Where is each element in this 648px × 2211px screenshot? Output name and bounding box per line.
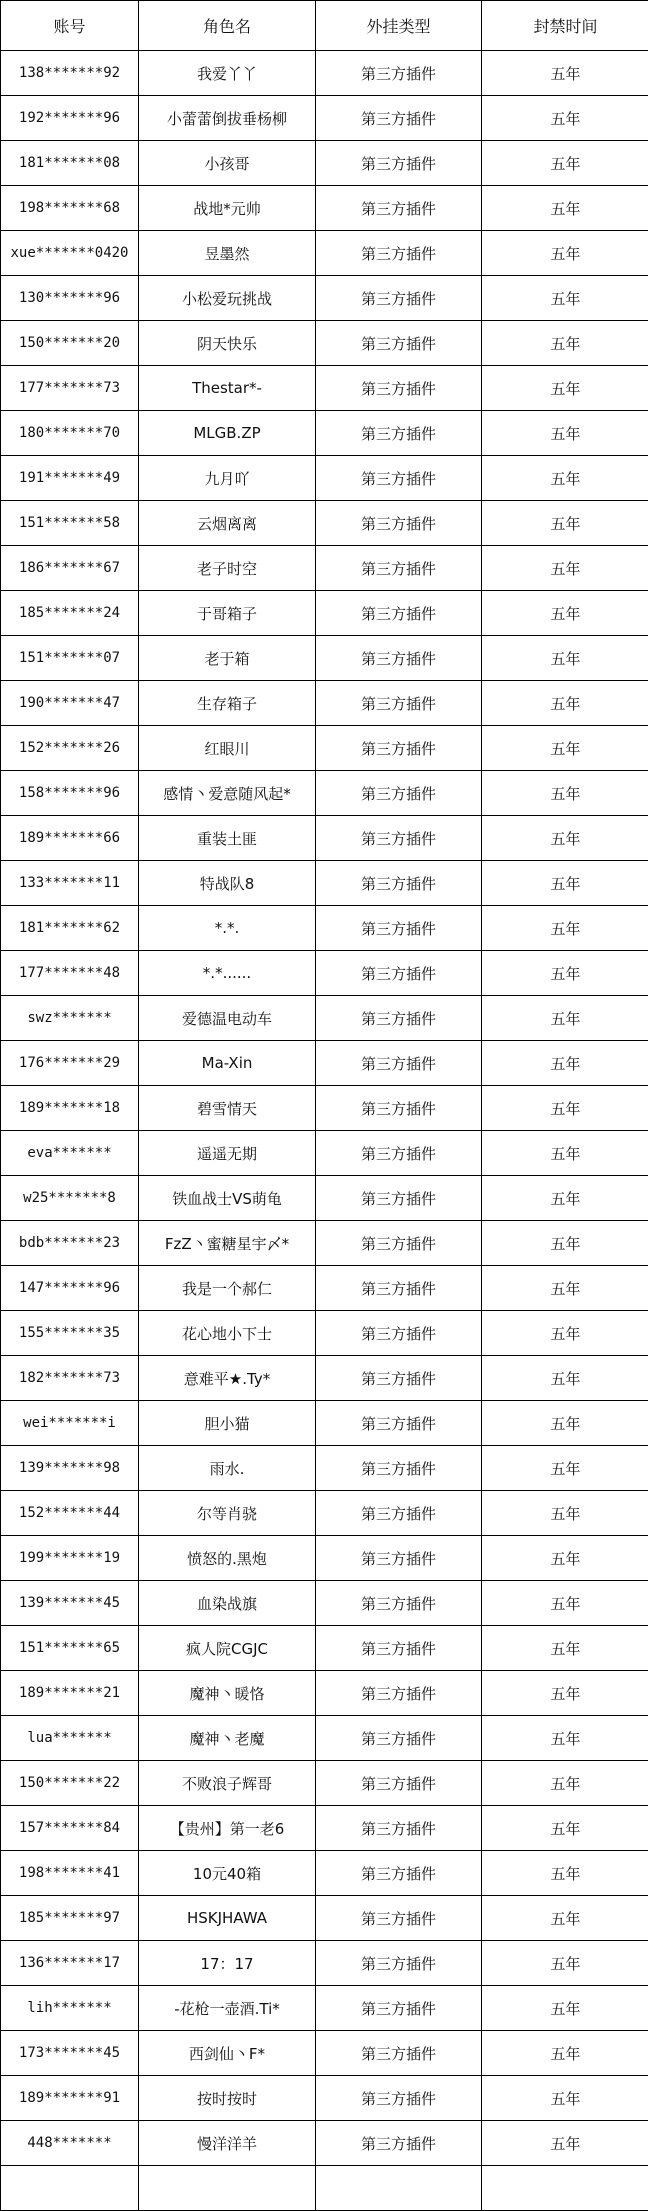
table-row [1,1266,648,1311]
account-cell: 177*******73 [1,366,139,411]
account-cell: 182*******73 [1,1356,139,1401]
account-cell: 199*******19 [1,1536,139,1581]
account-cell: bdb*******23 [1,1221,139,1266]
role-cell: 魔神丶暖恪 [139,1671,316,1716]
duration-cell: 五年 [482,636,648,681]
role-cell: 魔神丶老魔 [139,1716,316,1761]
duration-cell: 五年 [482,1266,648,1311]
duration-cell: 五年 [482,726,648,771]
type-cell: 第三方插件 [316,1266,482,1311]
role-cell: *.*. [139,906,316,951]
role-cell: 铁血战士VS萌龟 [139,1176,316,1221]
duration-cell: 五年 [482,996,648,1041]
duration-cell: 五年 [482,321,648,366]
account-cell: 189*******91 [1,2076,139,2121]
role-cell: 小松爱玩挑战 [139,276,316,321]
type-cell: 第三方插件 [316,2121,482,2166]
role-cell: 红眼川 [139,726,316,771]
account-cell: 448******* [1,2121,139,2166]
duration-cell: 五年 [482,2076,648,2121]
type-cell: 第三方插件 [316,1086,482,1131]
account-cell: 185*******97 [1,1896,139,1941]
role-cell: 阴天快乐 [139,321,316,366]
account-cell: 147*******96 [1,1266,139,1311]
role-cell: 西剑仙丶F* [139,2031,316,2076]
table-row [1,681,648,726]
duration-cell: 五年 [482,681,648,726]
table-row [1,951,648,996]
type-cell: 第三方插件 [316,906,482,951]
duration-cell: 五年 [482,1671,648,1716]
duration-cell: 五年 [482,1851,648,1896]
duration-cell: 五年 [482,1041,648,1086]
account-cell: 186*******67 [1,546,139,591]
account-cell: 151*******65 [1,1626,139,1671]
duration-cell: 五年 [482,1221,648,1266]
table-row [1,1626,648,1671]
table-row [1,501,648,546]
type-cell: 第三方插件 [316,2076,482,2121]
role-cell: 遥遥无期 [139,1131,316,1176]
role-cell: 特战队8 [139,861,316,906]
type-cell: 第三方插件 [316,1671,482,1716]
account-cell: 192*******96 [1,96,139,141]
header-row [1,1,648,51]
role-cell: 感情丶爱意随风起* [139,771,316,816]
table-row [1,2076,648,2121]
duration-cell: 五年 [482,1356,648,1401]
table-row [1,1851,648,1896]
duration-cell: 五年 [482,1446,648,1491]
type-cell: 第三方插件 [316,636,482,681]
duration-cell: 五年 [482,1626,648,1671]
role-cell: 小蕾蕾倒拔垂杨柳 [139,96,316,141]
table-row [1,366,648,411]
table-row [1,321,648,366]
type-cell: 第三方插件 [316,366,482,411]
header-cheat-type: 外挂类型 [316,1,482,51]
duration-cell: 五年 [482,1941,648,1986]
table-row [1,1356,648,1401]
role-cell: 重装土匪 [139,816,316,861]
account-cell: 151*******58 [1,501,139,546]
role-cell: FzZ丶蜜糖星宇〆* [139,1221,316,1266]
type-cell: 第三方插件 [316,231,482,276]
duration-cell: 五年 [482,276,648,321]
table-row [1,816,648,861]
role-cell: 17：17 [139,1941,316,1986]
role-cell: 于哥箱子 [139,591,316,636]
table-row [1,1536,648,1581]
duration-cell: 五年 [482,2031,648,2076]
type-cell: 第三方插件 [316,1401,482,1446]
type-cell: 第三方插件 [316,1896,482,1941]
account-cell: 180*******70 [1,411,139,456]
table-body [1,51,648,2211]
duration-cell: 五年 [482,906,648,951]
table-row [1,546,648,591]
duration-cell: 五年 [482,2121,648,2166]
table-row [1,1716,648,1761]
type-cell: 第三方插件 [316,51,482,96]
account-cell: 157*******84 [1,1806,139,1851]
account-cell: 158*******96 [1,771,139,816]
account-cell: swz******* [1,996,139,1041]
type-cell: 第三方插件 [316,501,482,546]
duration-cell: 五年 [482,1176,648,1221]
account-cell: 181*******08 [1,141,139,186]
type-cell: 第三方插件 [316,771,482,816]
table-row [1,141,648,186]
type-cell: 第三方插件 [316,681,482,726]
table-row [1,1671,648,1716]
type-cell: 第三方插件 [316,321,482,366]
role-cell: 老于箱 [139,636,316,681]
type-cell: 第三方插件 [316,2031,482,2076]
type-cell: 第三方插件 [316,1851,482,1896]
type-cell: 第三方插件 [316,816,482,861]
account-cell: 151*******07 [1,636,139,681]
table-row [1,861,648,906]
role-cell: *.*...... [139,951,316,996]
account-cell: 152*******44 [1,1491,139,1536]
table-row [1,456,648,501]
role-cell: 生存箱子 [139,681,316,726]
type-cell: 第三方插件 [316,1041,482,1086]
role-cell: 碧雪情天 [139,1086,316,1131]
duration-cell: 五年 [482,186,648,231]
role-cell: 愤怒的.黑炮 [139,1536,316,1581]
role-cell: 按时按时 [139,2076,316,2121]
duration-cell: 五年 [482,411,648,456]
role-cell: 意难平★.Ty* [139,1356,316,1401]
role-cell: 疯人院CGJC [139,1626,316,1671]
table-row [1,771,648,816]
type-cell: 第三方插件 [316,1446,482,1491]
role-cell: Thestar*- [139,366,316,411]
role-cell: 10元40箱 [139,1851,316,1896]
duration-cell: 五年 [482,366,648,411]
table-row [1,1221,648,1266]
table-row [1,1041,648,1086]
role-cell: 九月吖 [139,456,316,501]
account-cell: 189*******18 [1,1086,139,1131]
table-row [1,636,648,681]
account-cell: 152*******26 [1,726,139,771]
duration-cell: 五年 [482,231,648,276]
role-cell: HSKJHAWA [139,1896,316,1941]
duration-cell: 五年 [482,141,648,186]
type-cell: 第三方插件 [316,141,482,186]
type-cell: 第三方插件 [316,1986,482,2031]
duration-cell [482,2166,648,2211]
duration-cell: 五年 [482,816,648,861]
account-cell: 177*******48 [1,951,139,996]
table-row [1,1941,648,1986]
duration-cell: 五年 [482,1986,648,2031]
table-row [1,276,648,321]
type-cell: 第三方插件 [316,861,482,906]
duration-cell: 五年 [482,1806,648,1851]
duration-cell: 五年 [482,861,648,906]
table-row [1,411,648,456]
role-cell: 胆小猫 [139,1401,316,1446]
table-row [1,2121,648,2166]
role-cell: 昱墨然 [139,231,316,276]
type-cell: 第三方插件 [316,1311,482,1356]
account-cell: 176*******29 [1,1041,139,1086]
table-row [1,2031,648,2076]
role-cell: MLGB.ZP [139,411,316,456]
table-row [1,1131,648,1176]
account-cell: xue*******0420 [1,231,139,276]
role-cell: 血染战旗 [139,1581,316,1626]
table-row [1,726,648,771]
type-cell: 第三方插件 [316,1581,482,1626]
type-cell: 第三方插件 [316,1536,482,1581]
type-cell: 第三方插件 [316,546,482,591]
account-cell: 189*******66 [1,816,139,861]
table-row [1,51,648,96]
duration-cell: 五年 [482,1761,648,1806]
table-row [1,906,648,951]
type-cell: 第三方插件 [316,96,482,141]
role-cell: 慢洋洋羊 [139,2121,316,2166]
account-cell: 130*******96 [1,276,139,321]
type-cell: 第三方插件 [316,996,482,1041]
duration-cell: 五年 [482,1131,648,1176]
table-row [1,1446,648,1491]
account-cell: 181*******62 [1,906,139,951]
role-cell: Ma-Xin [139,1041,316,1086]
account-cell: 139*******45 [1,1581,139,1626]
duration-cell: 五年 [482,1536,648,1581]
account-cell: 198*******68 [1,186,139,231]
account-cell: wei*******i [1,1401,139,1446]
table-header [1,1,648,51]
header-role-name: 角色名 [139,1,316,51]
type-cell: 第三方插件 [316,411,482,456]
duration-cell: 五年 [482,1716,648,1761]
role-cell: 花心地小下士 [139,1311,316,1356]
duration-cell: 五年 [482,771,648,816]
table-row [1,996,648,1041]
duration-cell: 五年 [482,96,648,141]
table-row [1,1401,648,1446]
role-cell: 尔等肖骁 [139,1491,316,1536]
account-cell: 173*******45 [1,2031,139,2076]
type-cell: 第三方插件 [316,1356,482,1401]
table-row [1,1581,648,1626]
duration-cell: 五年 [482,951,648,996]
role-cell: 不败浪子辉哥 [139,1761,316,1806]
role-cell: 我爱丫丫 [139,51,316,96]
type-cell: 第三方插件 [316,1806,482,1851]
account-cell: 133*******11 [1,861,139,906]
type-cell: 第三方插件 [316,276,482,321]
type-cell: 第三方插件 [316,591,482,636]
type-cell: 第三方插件 [316,186,482,231]
account-cell: lih******* [1,1986,139,2031]
account-cell: 191*******49 [1,456,139,501]
header-ban-duration: 封禁时间 [482,1,648,51]
account-cell: lua******* [1,1716,139,1761]
table-row [1,1806,648,1851]
table-row [1,2166,648,2211]
duration-cell: 五年 [482,1401,648,1446]
role-cell: 雨水. [139,1446,316,1491]
table-row [1,186,648,231]
account-cell: 138*******92 [1,51,139,96]
duration-cell: 五年 [482,51,648,96]
account-cell: 139*******98 [1,1446,139,1491]
duration-cell: 五年 [482,1491,648,1536]
duration-cell: 五年 [482,456,648,501]
table-row [1,1761,648,1806]
type-cell: 第三方插件 [316,726,482,771]
type-cell [316,2166,482,2211]
table-row [1,1086,648,1131]
role-cell: 老子时空 [139,546,316,591]
account-cell: 185*******24 [1,591,139,636]
type-cell: 第三方插件 [316,1716,482,1761]
table-row [1,1896,648,1941]
role-cell [139,2166,316,2211]
role-cell: -花枪一壶酒.Ti* [139,1986,316,2031]
account-cell: 136*******17 [1,1941,139,1986]
type-cell: 第三方插件 [316,1176,482,1221]
account-cell: 150*******22 [1,1761,139,1806]
table-row [1,591,648,636]
duration-cell: 五年 [482,546,648,591]
account-cell [1,2166,139,2211]
table-row [1,96,648,141]
role-cell: 小孩哥 [139,141,316,186]
type-cell: 第三方插件 [316,1131,482,1176]
role-cell: 【贵州】第一老6 [139,1806,316,1851]
table-row [1,1176,648,1221]
account-cell: w25*******8 [1,1176,139,1221]
type-cell: 第三方插件 [316,1626,482,1671]
account-cell: 155*******35 [1,1311,139,1356]
account-cell: 189*******21 [1,1671,139,1716]
account-cell: 198*******41 [1,1851,139,1896]
duration-cell: 五年 [482,1581,648,1626]
duration-cell: 五年 [482,501,648,546]
role-cell: 云烟离离 [139,501,316,546]
type-cell: 第三方插件 [316,1221,482,1266]
duration-cell: 五年 [482,1896,648,1941]
table-row [1,1311,648,1356]
duration-cell: 五年 [482,1311,648,1356]
account-cell: 190*******47 [1,681,139,726]
type-cell: 第三方插件 [316,1491,482,1536]
type-cell: 第三方插件 [316,1941,482,1986]
table-row [1,1986,648,2031]
role-cell: 我是一个郝仁 [139,1266,316,1311]
role-cell: 爱德温电动车 [139,996,316,1041]
table-row [1,1491,648,1536]
type-cell: 第三方插件 [316,1761,482,1806]
account-cell: eva******* [1,1131,139,1176]
duration-cell: 五年 [482,1086,648,1131]
role-cell: 战地*元帅 [139,186,316,231]
type-cell: 第三方插件 [316,951,482,996]
duration-cell: 五年 [482,591,648,636]
header-account: 账号 [1,1,139,51]
table-row [1,231,648,276]
account-cell: 150*******20 [1,321,139,366]
type-cell: 第三方插件 [316,456,482,501]
